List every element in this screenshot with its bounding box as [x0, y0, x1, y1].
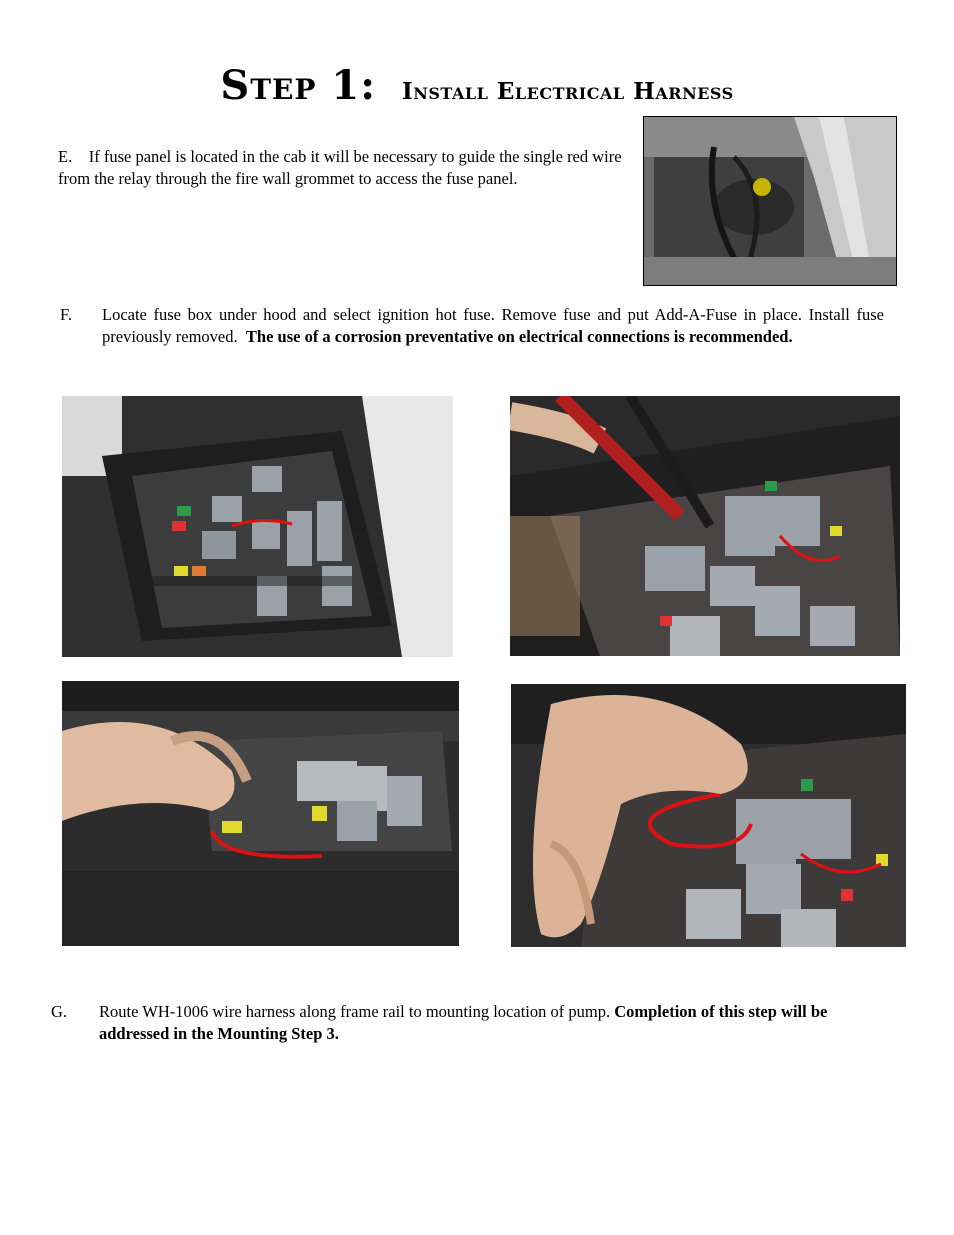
page-title [0, 62, 954, 109]
step-f-marker: F. [60, 305, 72, 324]
title-main: Step 1: [220, 62, 376, 109]
step-e [58, 146, 633, 189]
photo-remove-fuse [510, 396, 900, 656]
step-f-text: Locate fuse box under hood and select ignition hot fuse. Remove fuse and put Add-A-Fuse in place. Install fuse previously removed. [102, 305, 884, 346]
step-e-text: If fuse panel is located in the cab it will be necessary to guide the single red wire from the relay through the fire wall grommet to access the fuse panel. [58, 147, 622, 188]
photo-add-a-fuse-installed [511, 684, 906, 947]
step-f [102, 304, 884, 347]
step-g-text: Route WH-1006 wire harness along frame rail to mounting location of pump. [99, 1002, 611, 1021]
title-sub: Install Electrical Harness [401, 78, 734, 105]
photo-fuse-box-overview [62, 396, 453, 657]
step-g-bold: Completion of this step will be addressed in the Mounting Step 3. [99, 1002, 828, 1043]
photo-firewall-grommet [643, 116, 897, 286]
step-f-bold: The use of a corrosion preventative on electrical connections is recommended. [245, 326, 793, 346]
step-g-marker: G. [51, 1002, 68, 1021]
step-e-marker: E. [58, 147, 73, 166]
photo-insert-add-a-fuse [62, 681, 459, 946]
step-g [99, 1001, 889, 1044]
